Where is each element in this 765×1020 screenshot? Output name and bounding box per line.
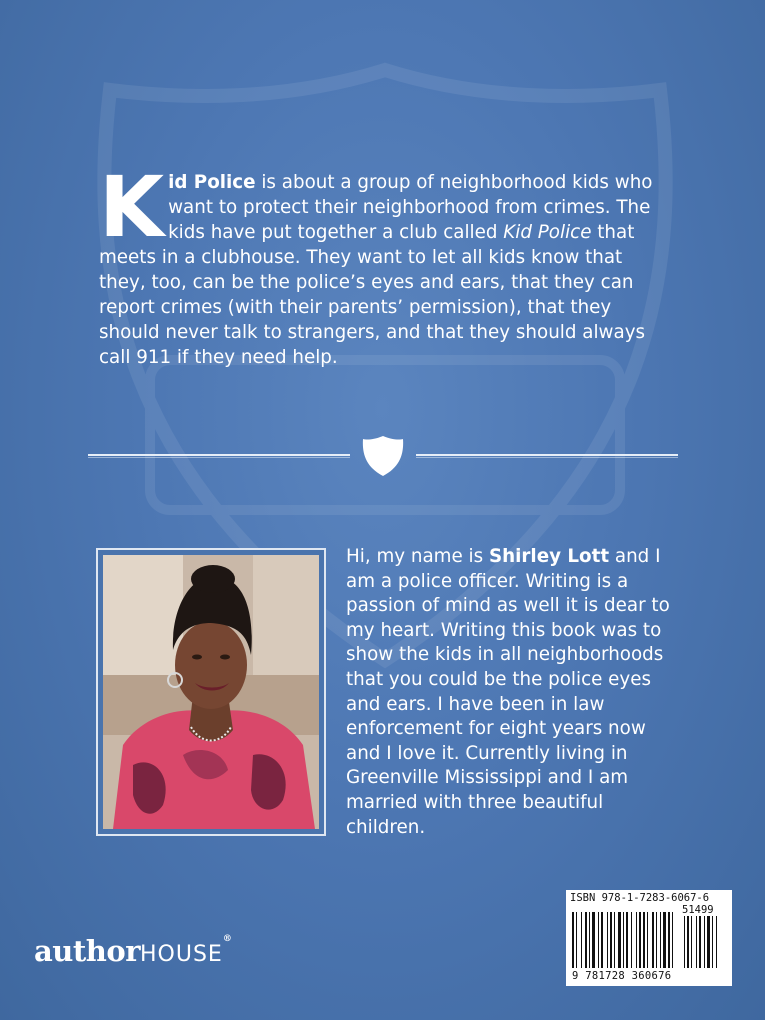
section-divider bbox=[88, 430, 678, 480]
blurb-text-1: is about a group of neighborhood kids who want to protect their neighborhood from crimes. The kids have put together a club called bbox=[168, 172, 653, 243]
author-name: Shirley Lott bbox=[488, 546, 610, 567]
author-photo-frame bbox=[96, 548, 326, 836]
author-bio bbox=[346, 545, 676, 840]
publisher-logo-part2: HOUSE bbox=[139, 942, 223, 967]
price-addon-code: 51499 bbox=[682, 904, 714, 916]
publisher-logo-part1: author bbox=[34, 934, 140, 968]
isbn-text: ISBN 978-1-7283-6067-6 bbox=[570, 892, 710, 904]
back-cover-blurb bbox=[99, 158, 674, 370]
registered-mark: ® bbox=[222, 934, 232, 944]
isbn-barcode bbox=[566, 890, 732, 986]
author-photo bbox=[103, 555, 319, 829]
book-title: id Police bbox=[168, 172, 256, 193]
shield-icon bbox=[363, 436, 403, 476]
bio-text: and I am a police officer. Writing is a passion of mind as well it is dear to my heart. Writing this book was to show the kids in all neighborhoods that you could be the police eyes and ears. I have been in law enforcement for eight years now and I love it. Currently living in Greenville Mississippi and I am married with three beautiful children. bbox=[346, 546, 670, 838]
barcode-number: 9 781728 360676 bbox=[572, 970, 672, 982]
club-name: Kid Police bbox=[503, 222, 592, 243]
blurb-text-2: that meets in a clubhouse. They want to let all kids know that they, too, can be the police’s eyes and ears, that they can report crimes (with their parents’ permission), that they should never talk to strangers, and that they should always call 911 if they need help. bbox=[99, 222, 646, 368]
bio-intro: Hi, my name is bbox=[346, 546, 489, 567]
drop-cap: K bbox=[99, 158, 165, 256]
barcode-bars bbox=[570, 912, 728, 970]
publisher-logo bbox=[34, 934, 231, 968]
